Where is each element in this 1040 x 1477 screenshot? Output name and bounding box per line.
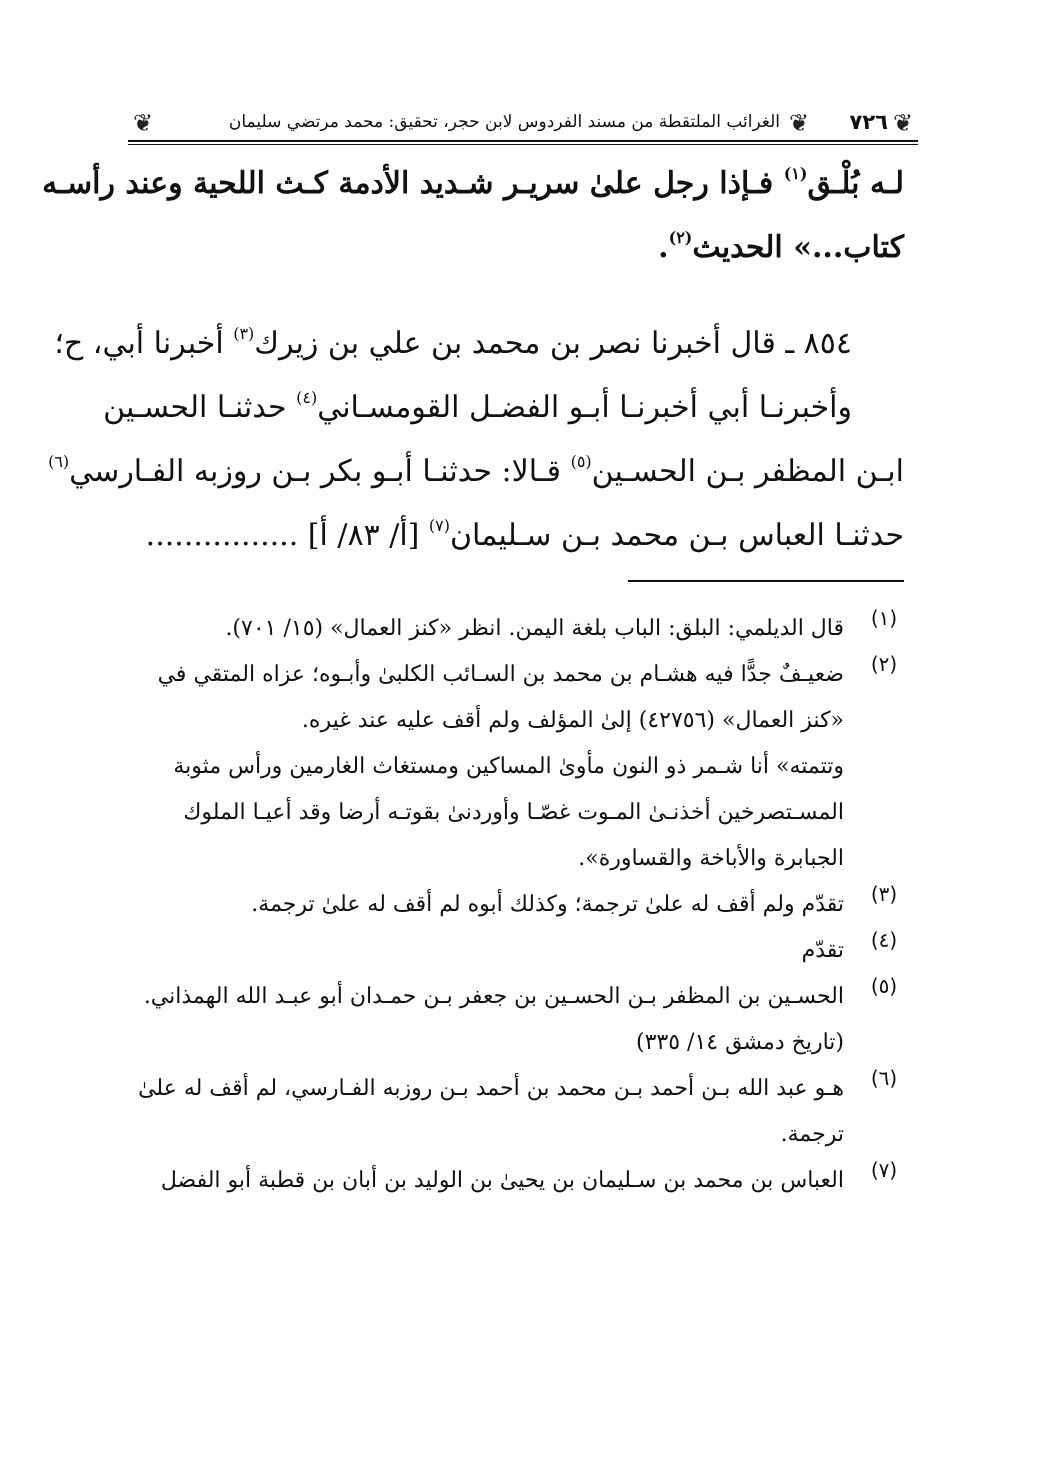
footnote-line: العباس بن محمد بن سـليمان بن يحيىٰ بن الوليد بن أبان بن قطبة أبو الفضل: [160, 1168, 844, 1193]
footnote: [134, 928, 906, 974]
footnote-ref[interactable]: (٥): [570, 452, 592, 471]
footnote: [134, 882, 906, 928]
text-line: لـه بُلْـق$^{(١)}$ فـإذا رجل علىٰ سريـر شـديد الأدمة كـث اللحية وعند رأسـه: [42, 164, 904, 201]
footnote-number: (٤): [870, 928, 898, 952]
footnote-ref[interactable]: (٣): [233, 324, 255, 343]
footnote-number: (٦): [870, 1066, 898, 1090]
ornament-left-icon: ❦: [132, 109, 154, 137]
text-line: حدثنـا العباس بـن محمد بـن سـليمان$^{(٧)}$ [أ/ ٨٣/ أ] ................: [145, 516, 904, 553]
ornament-middle-icon: ❦: [788, 109, 810, 137]
footnote-line: ضعيـفٌ جدًّا فيه هشـام بن محمد بن السـائب الكلبىٰ وأبـوه؛ عزاه المتقي في: [157, 662, 844, 687]
footnote-line: هـو عبد الله بـن أحمد بـن محمد بن أحمد بـن روزبه الفـارسي، لم أقف له علىٰ: [138, 1076, 844, 1101]
footnote-line: قال الديلمي: البلق: الباب بلغة اليمن. انظر «كنز العمال» (١٥/ ٧٠١).: [225, 616, 844, 641]
footnote-line: وتتمته» أنا شـمر ذو النون مأوىٰ المساكين ومستغاث الغارمين ورأس مثوبة: [173, 754, 844, 779]
footnote-ref[interactable]: (٦): [48, 452, 70, 471]
text-line: ابـن المظفر بـن الحسـين$^{(٥)}$ قـالا: حدثنـا أبـو بكر بـن روزبه الفـارسي$^{(٦)}$: [48, 452, 904, 489]
main-text: [42, 152, 904, 568]
ornament-right-icon: ❦: [892, 109, 914, 137]
text-line: وأخبرنـا أبي أخبرنـا أبـو الفضـل القومسـاني$^{(٤)}$ حدثنـا الحسـين: [103, 388, 852, 425]
footnote-number: (٣): [870, 882, 898, 906]
text-line: كتاب...» الحديث$^{(٢)}$.: [658, 228, 904, 265]
footnote-number: (٧): [870, 1158, 898, 1182]
footnote-ref[interactable]: (٤): [296, 388, 318, 407]
footnote: [134, 606, 906, 652]
footnote: [134, 1158, 906, 1204]
footnote-number: (٥): [870, 974, 898, 998]
footnote-number: (٢): [870, 652, 898, 676]
footnote-line: المسـتصرخين أخذنـىٰ المـوت غصّـا وأوردنىٰ بقوتـه أرضا وقد أعيـا الملوك: [183, 800, 844, 825]
footnote-line: تقدّم: [801, 938, 844, 963]
text-line: ٨٥٤ ـ قال أخبرنا نصر بن محمد بن علي بن زيرك$^{(٣)}$ أخبرنا أبي، ح؛: [54, 324, 852, 361]
footnote-ref[interactable]: (١): [783, 164, 808, 183]
footnote-line: ترجمة.: [780, 1122, 844, 1147]
footnote-ref[interactable]: (٧): [428, 516, 451, 535]
footnote-line: الحسـين بن المظفر بـن الحسـين بن جعفر بـن حمـدان أبو عبـد الله الهمذاني.: [143, 984, 844, 1009]
footnote-number: (١): [870, 606, 898, 630]
footnote: [134, 974, 906, 1066]
header-title: الغرائب الملتقطة من مسند الفردوس لابن حجر، تحقيق: محمد مرتضي سليمان: [228, 112, 780, 132]
header-rule: [128, 140, 918, 142]
footnote: [134, 652, 906, 744]
header-rule-thin: [128, 144, 918, 145]
footnote-separator: [628, 580, 904, 582]
page-number: ٧٢٦: [849, 110, 888, 134]
footnote: [134, 744, 906, 882]
footnote-line: (تاريخ دمشق ١٤/ ٣٣٥): [636, 1030, 844, 1055]
footnote-line: تقدّم ولم أقف له علىٰ ترجمة؛ وكذلك أبوه لم أقف له علىٰ ترجمة.: [251, 892, 844, 917]
footnote-line: «كنز العمال» (٤٢٧٥٦) إلىٰ المؤلف ولم أقف عليه عند غيره.: [301, 708, 844, 733]
footnote-line: الجبابرة والأباخة والقساورة».: [578, 846, 844, 871]
footnote-ref[interactable]: (٢): [668, 228, 693, 247]
footnote: [134, 1066, 906, 1158]
running-header: [128, 108, 918, 144]
footnotes: [134, 606, 906, 1204]
